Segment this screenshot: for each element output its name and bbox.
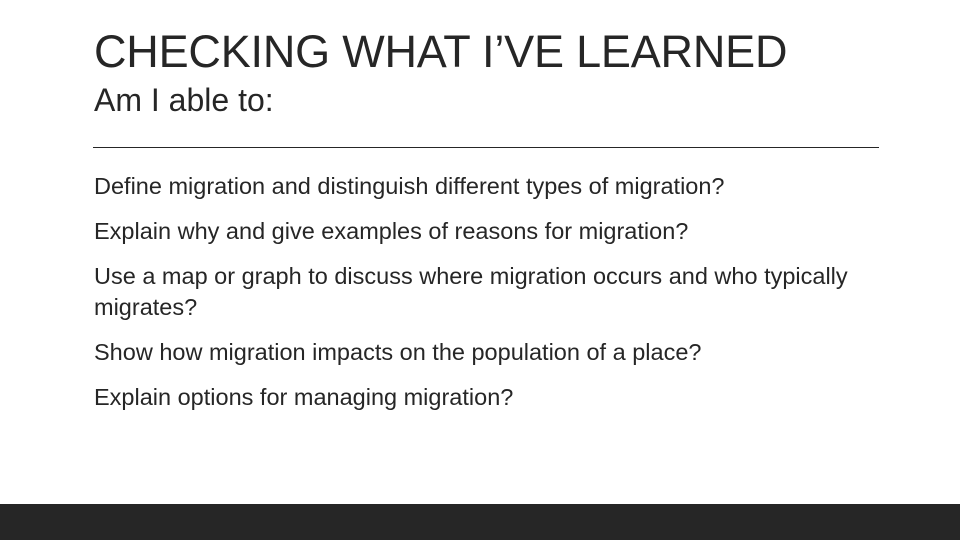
checklist-item: Explain options for managing migration? <box>94 384 514 410</box>
checklist <box>94 171 884 427</box>
checklist-item: Define migration and distinguish different types of migration? <box>94 173 725 199</box>
slide-subtitle: Am I able to: <box>94 82 274 118</box>
footer-bar <box>0 504 960 540</box>
title-divider <box>93 147 879 148</box>
slide-title: CHECKING WHAT I’VE LEARNED <box>94 26 788 77</box>
checklist-item: Use a map or graph to discuss where migration occurs and who typically migrates? <box>94 263 848 320</box>
checklist-item: Explain why and give examples of reasons for migration? <box>94 218 689 244</box>
checklist-item: Show how migration impacts on the population of a place? <box>94 339 702 365</box>
